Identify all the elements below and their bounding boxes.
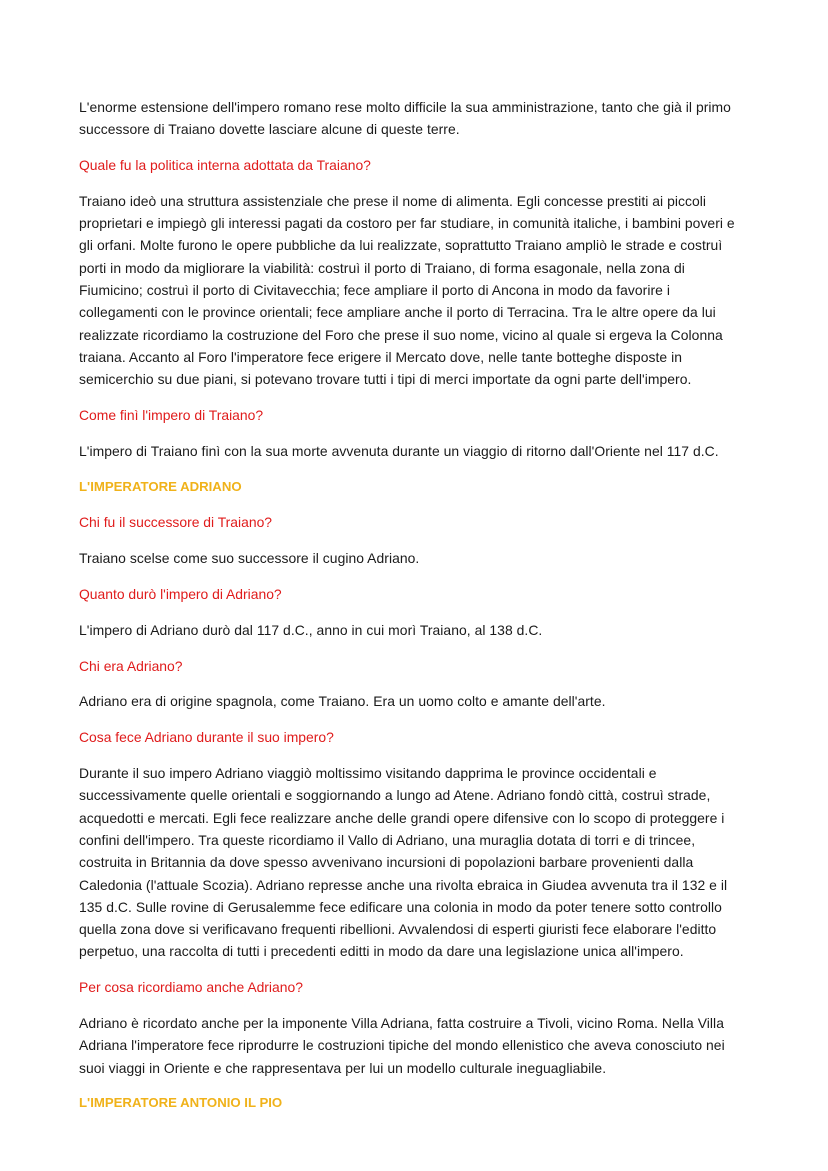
paragraph: Adriano è ricordato anche per la imponente Villa Adriana, fatta costruire a Tivoli, vicino Roma. Nella Villa Adriana l'imperatore fece riprodurre le costruzioni tipiche del mondo ellenistico che aveva conosciuto nei suoi viaggi in Oriente e che rappresentava per lui un modello culturale ineguagliabile. — [79, 1015, 725, 1076]
question-heading: Come finì l'impero di Traiano? — [79, 407, 264, 424]
question-heading: Per cosa ricordiamo anche Adriano? — [79, 979, 303, 996]
question-heading: Cosa fece Adriano durante il suo impero? — [79, 729, 334, 746]
document-page — [79, 96, 751, 1128]
section-heading: L'IMPERATORE ANTONIO IL PIO — [79, 1095, 283, 1111]
paragraph: L'impero di Traiano finì con la sua morte avvenuta durante un viaggio di ritorno dall'Oriente nel 117 d.C. — [79, 442, 719, 459]
paragraph: Traiano scelse come suo successore il cugino Adriano. — [79, 550, 420, 567]
paragraph: L'enorme estensione dell'impero romano rese molto difficile la sua amministrazione, tanto che già il primo successore di Traiano dovette lasciare alcune di queste terre. — [79, 99, 731, 138]
question-heading: Quale fu la politica interna adottata da Traiano? — [79, 157, 371, 174]
paragraph: Traiano ideò una struttura assistenziale che prese il nome di alimenta. Egli concesse prestiti ai piccoli proprietari e impiegò gli interessi pagati da costoro per far studiare, in comunità italiche, i bambini poveri e gli orfani. Molte furono le opere pubbliche da lui realizzate, soprattutto Traiano ampliò le strade e costruì porti in modo da migliorare la viabilità: costruì il porto di Traiano, di forma esagonale, nella zona di Fiumicino; costruì il porto di Civitavecchia; fece ampliare il porto di Ancona in modo da favorire i collegamenti con le province orientali; fece ampliare anche il porto di Terracina. Tra le altre opere da lui realizzate ricordiamo la costruzione del Foro che prese il suo nome, vicino al quale si ergeva la Colonna traiana. Accanto al Foro l'imperatore fece erigere il Mercato dove, nelle tante botteghe disposte in semicerchio su due piani, si potevano trovare tutti i tipi di merci importate da ogni parte dell'impero. — [79, 192, 735, 388]
section-heading: L'IMPERATORE ADRIANO — [79, 478, 242, 494]
paragraph: Durante il suo impero Adriano viaggiò moltissimo visitando dapprima le province occidentali e successivamente quelle orientali e soggiornando a lungo ad Atene. Adriano fondò città, costruì strade, acquedotti e mercati. Egli fece realizzare anche delle grandi opere difensive con lo scopo di proteggere i confini dell'impero. Tra queste ricordiamo il Vallo di Adriano, una muraglia dotata di torri e di trincee, costruita in Britannia da dove spesso avvenivano incursioni di popolazioni barbare provenienti dalla Caledonia (l'attuale Scozia). Adriano represse anche una rivolta ebraica in Giudea avvenuta tra il 132 e il 135 d.C. Sulle rovine di Gerusalemme fece edificare una colonia in modo da poter tenere sotto controllo quella zona dove si verificavano frequenti ribellioni. Avvalendosi di esperti giuristi fece elaborare l'editto perpetuo, una raccolta di tutti i precedenti editti in modo da dare una legislazione unica all'impero. — [79, 765, 728, 960]
question-heading: Chi fu il successore di Traiano? — [79, 514, 273, 531]
question-heading: Chi era Adriano? — [79, 657, 183, 674]
paragraph: Adriano era di origine spagnola, come Traiano. Era un uomo colto e amante dell'arte. — [79, 693, 606, 710]
question-heading: Quanto durò l'impero di Adriano? — [79, 586, 282, 603]
paragraph: L'impero di Adriano durò dal 117 d.C., anno in cui morì Traiano, al 138 d.C. — [79, 621, 543, 638]
